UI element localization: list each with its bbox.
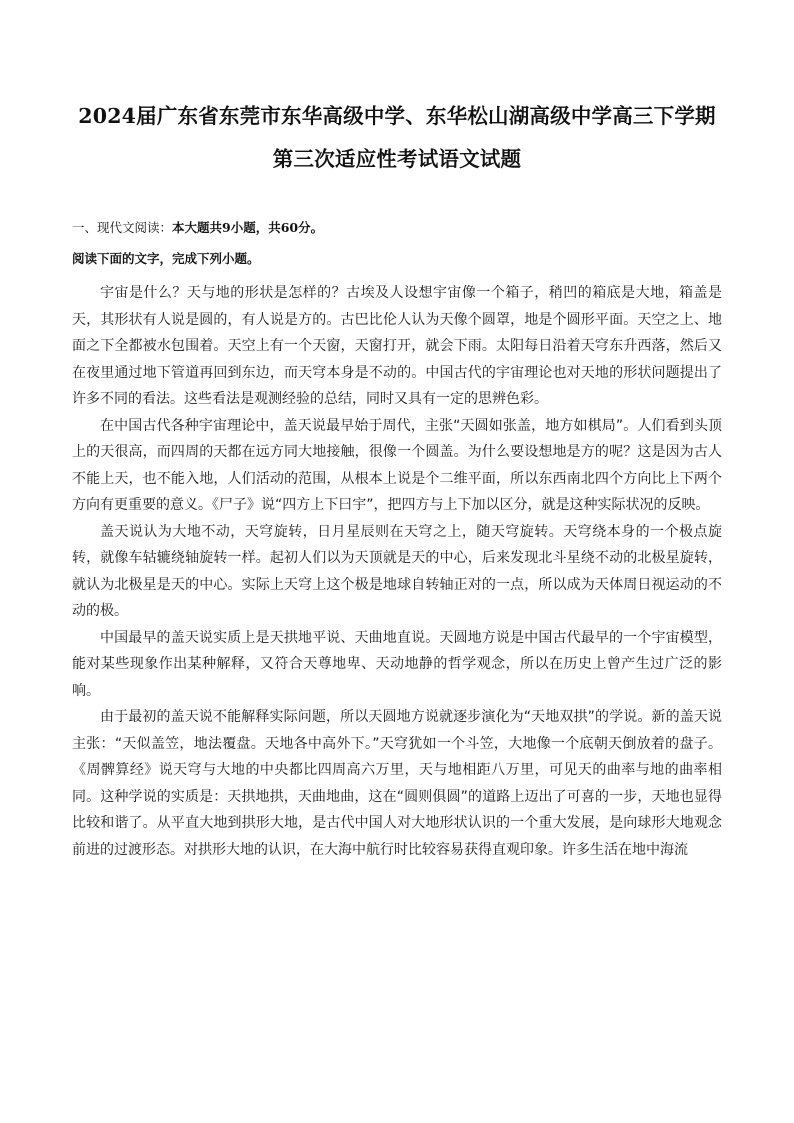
document-title-line-1: 2024届广东省东莞市东华高级中学、东华松山湖高级中学高三下学期 (78, 104, 716, 128)
reading-instruction: 阅读下面的文字，完成下列小题。 (72, 251, 260, 266)
passage-paragraph-4: 中国最早的盖天说实质上是天拱地平说、天曲地直说。天圆地方说是中国古代最早的一个宇宙模型，能对某些现象作出某种解释，又符合天尊地卑、天动地静的哲学观念，所以在历史上曾产生过广泛的影响。 (72, 629, 722, 699)
passage-paragraph-2: 在中国古代各种宇宙理论中，盖天说最早始于周代，主张“天圆如张盖，地方如棋局”。人们看到头顶上的天很高，而四周的天都在远方同大地接触，很像一个圆盖。为什么要设想地是方的呢？这是因为古人不能上天，也不能入地，人们活动的范围，从根本上说是个二维平面，所以东西南北四个方向比上下两个方向有更重要的意义。《尸子》说“四方上下曰宇”，把四方与上下加以区分，就是这种实际状况的反映。 (72, 417, 722, 513)
passage-paragraph-3: 盖天说认为大地不动，天穹旋转，日月星辰则在天穹之上，随天穹旋转。天穹绕本身的一个极点旋转，就像车轱辘绕轴旋转一样。起初人们以为天顶就是天的中心，后来发现北斗星绕不动的北极星旋转，就认为北极星是天的中心。实际上天穹上这个极是地球自转轴正对的一点，所以成为天体周日视运动的不动的极。 (72, 523, 722, 619)
passage-paragraph-5: 由于最初的盖天说不能解释实际问题，所以天圆地方说就逐步演化为“天地双拱”的学说。新的盖天说主张：“天似盖笠，地法覆盘。天地各中高外下。”天穹犹如一个斗笠，大地像一个底朝天倒放着的盘子。《周髀算经》说天穹与大地的中央都比四周高六万里，天与地相距八万里，可见天的曲率与地的曲率相同。这种学说的实质是：天拱地拱，天曲地曲，这在“圆则俱圆”的道路上迈出了可喜的一步，天地也显得比较和谐了。从平直大地到拱形大地，是古代中国人对大地形状认识的一个重大发展，是向球形大地观念前进的过渡形态。对拱形大地的认识，在大海中航行时比较容易获得直观印象。许多生活在地中海流 (72, 709, 722, 858)
document-title-line-2: 第三次适应性考试语文试题 (272, 147, 522, 171)
passage-paragraph-1: 宇宙是什么？天与地的形状是怎样的？古埃及人设想宇宙像一个箱子，稍凹的箱底是大地，箱盖是天，其形状有人说是圆的，有人说是方的。古巴比伦人认为天像个圆罩，地是个圆形平面。天空之上、地面之下全都被水包围着。天空上有一个天窗，天窗打开，就会下雨。太阳每日沿着天穹东升西落，然后又在夜里通过地下管道再回到东边，而天穹本身是不动的。中国古代的宇宙理论也对天地的形状问题提出了许多不同的看法。这些看法是观测经验的总结，同时又具有一定的思辨色彩。 (72, 285, 722, 407)
reading-passage (72, 280, 722, 863)
section-heading-prefix: 一、现代文阅读： (72, 220, 173, 235)
section-heading-detail: 本大题共9小题，共60分。 (172, 220, 324, 235)
section-heading (72, 218, 323, 236)
